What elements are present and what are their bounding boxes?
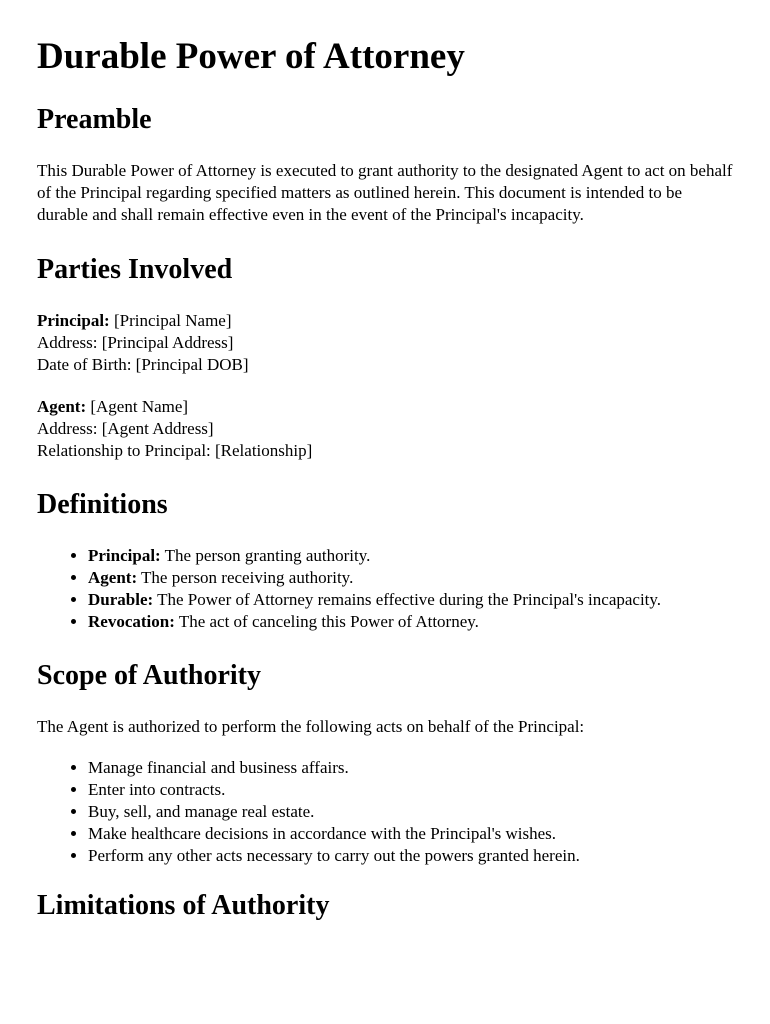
preamble-heading: Preamble bbox=[37, 104, 152, 135]
definition-item bbox=[88, 589, 733, 611]
preamble-text: This Durable Power of Attorney is executed to grant authority to the designated Agent to act on behalf of the Principal regarding specified matters as outlined herein. This document is intended to be durable and shall remain effective even in the event of the Principal's incapacity. bbox=[37, 161, 733, 224]
scope-heading: Scope of Authority bbox=[37, 660, 261, 691]
definition-text: The Power of Attorney remains effective during the Principal's incapacity. bbox=[153, 590, 662, 609]
principal-address: Address: [Principal Address] bbox=[37, 333, 234, 352]
definition-text: The act of canceling this Power of Attorney. bbox=[174, 612, 479, 631]
scope-item: • Make healthcare decisions in accordance with the Principal's wishes. bbox=[88, 823, 733, 845]
definitions-heading: Definitions bbox=[37, 489, 168, 520]
limitations-heading: Limitations of Authority bbox=[37, 890, 330, 921]
definition-term: Principal: bbox=[88, 546, 161, 565]
agent-relationship: Relationship to Principal: [Relationship] bbox=[37, 441, 313, 460]
agent-label: Agent: bbox=[37, 397, 87, 416]
scope-item: • Enter into contracts. bbox=[88, 779, 733, 801]
definition-item bbox=[88, 567, 733, 589]
definition-term: Durable: bbox=[88, 590, 154, 609]
scope-list bbox=[37, 757, 733, 867]
document-title: Durable Power of Attorney bbox=[37, 36, 465, 77]
scope-intro: The Agent is authorized to perform the following acts on behalf of the Principal: bbox=[37, 717, 585, 736]
definition-item bbox=[88, 545, 733, 567]
principal-label: Principal: bbox=[37, 311, 110, 330]
agent-address: Address: [Agent Address] bbox=[37, 419, 214, 438]
scope-item: • Perform any other acts necessary to carry out the powers granted herein. bbox=[88, 845, 733, 867]
definition-item bbox=[88, 611, 733, 633]
definition-text: The person granting authority. bbox=[160, 546, 371, 565]
scope-item: • Buy, sell, and manage real estate. bbox=[88, 801, 733, 823]
agent-name: [Agent Name] bbox=[86, 397, 189, 416]
agent-block bbox=[37, 396, 733, 462]
principal-name: [Principal Name] bbox=[109, 311, 232, 330]
definition-text: The person receiving authority. bbox=[137, 568, 354, 587]
scope-item: • Manage financial and business affairs. bbox=[88, 757, 733, 779]
definition-term: Revocation: bbox=[88, 612, 175, 631]
principal-block bbox=[37, 310, 733, 376]
parties-heading: Parties Involved bbox=[37, 254, 233, 285]
agent-name-line bbox=[37, 396, 733, 418]
definition-term: Agent: bbox=[88, 568, 138, 587]
definitions-list bbox=[37, 545, 733, 633]
principal-name-line bbox=[37, 310, 733, 332]
principal-dob: Date of Birth: [Principal DOB] bbox=[37, 355, 249, 374]
